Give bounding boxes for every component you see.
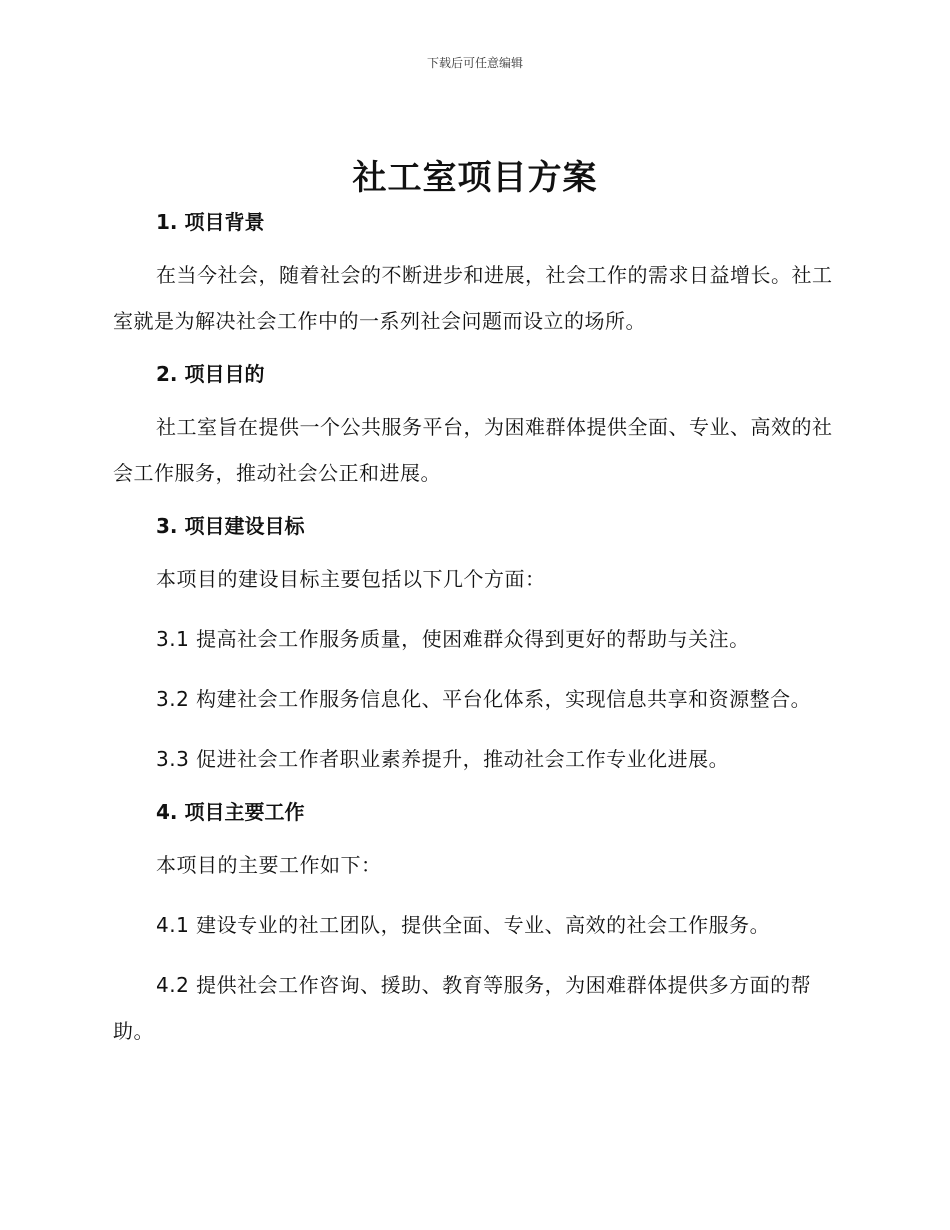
paragraph-goal-3-3: 3.3 促进社会工作者职业素养提升，推动社会工作专业化进展。 xyxy=(156,747,730,771)
section-heading-goals: 3. 项目建设目标 xyxy=(156,514,305,538)
section-heading-purpose: 2. 项目目的 xyxy=(156,362,265,386)
paragraph-goals-intro: 本项目的建设目标主要包括以下几个方面： xyxy=(156,567,546,591)
section-heading-background: 1. 项目背景 xyxy=(156,210,265,234)
paragraph-work-4-1: 4.1 建设专业的社工团队，提供全面、专业、高效的社会工作服务。 xyxy=(156,913,771,937)
document-title: 社工室项目方案 xyxy=(352,158,598,198)
document-body xyxy=(113,206,838,1054)
paragraph-work-intro: 本项目的主要工作如下： xyxy=(156,853,382,877)
paragraph-purpose: 社工室旨在提供一个公共服务平台，为困难群体提供全面、专业、高效的社会工作服务，推动社会公正和进展。 xyxy=(113,415,833,485)
section-heading-main-work: 4. 项目主要工作 xyxy=(156,800,305,824)
paragraph-goal-3-2: 3.2 构建社会工作服务信息化、平台化体系，实现信息共享和资源整合。 xyxy=(156,687,812,711)
paragraph-work-4-2: 4.2 提供社会工作咨询、援助、教育等服务，为困难群体提供多方面的帮助。 xyxy=(113,973,812,1043)
paragraph-background: 在当今社会，随着社会的不断进步和进展，社会工作的需求日益增长。社工室就是为解决社会工作中的一系列社会问题而设立的场所。 xyxy=(113,263,833,333)
page-header-note: 下载后可任意编辑 xyxy=(426,56,523,70)
paragraph-goal-3-1: 3.1 提高社会工作服务质量，使困难群众得到更好的帮助与关注。 xyxy=(156,627,750,651)
